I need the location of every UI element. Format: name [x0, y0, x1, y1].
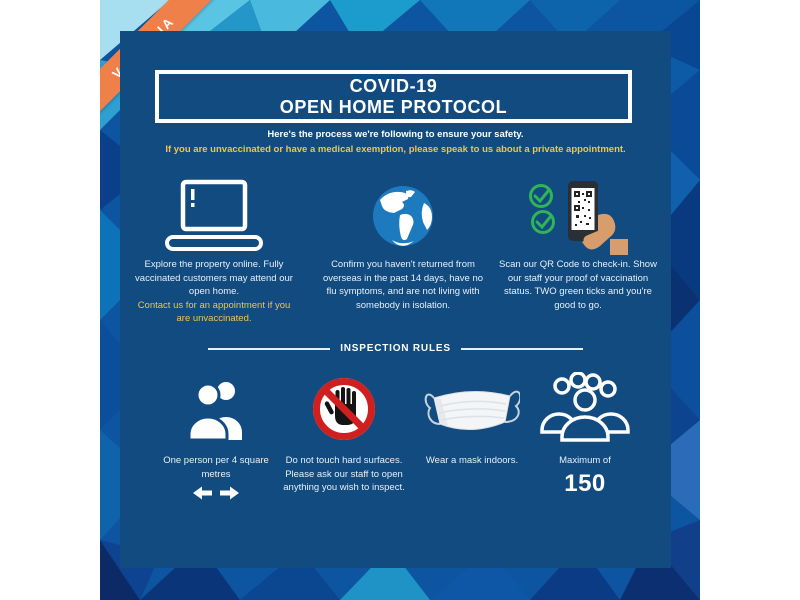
covid-protocol-poster — [100, 0, 700, 600]
step-explore-text: Explore the property online. Fully vaccinated customers may attend our open home. — [135, 259, 293, 297]
step-overseas-text: Confirm you haven't returned from overseas in the past 14 days, have no flu symptoms, and are not living with somebody in isolation. — [322, 259, 484, 311]
step-overseas — [319, 177, 487, 312]
rule-mask — [414, 372, 530, 468]
step-qr-text: Scan our QR Code to check-in. Show our staff your proof of vaccination status. TWO green ticks and you're good to go. — [499, 259, 657, 311]
rule-capacity-value: 150 — [564, 469, 606, 497]
step-explore-online — [130, 177, 298, 326]
divider-label: INSPECTION RULES — [340, 343, 451, 354]
face-mask-icon — [414, 372, 530, 442]
rule-capacity — [522, 372, 648, 498]
intro-exemption-line: If you are unvaccinated or have a medical exemption, please speak to us about a private appointment. — [165, 144, 626, 155]
rule-capacity-label: Maximum of — [559, 455, 611, 466]
title-line-2: OPEN HOME PROTOCOL — [279, 96, 508, 117]
rule-no-touch — [276, 372, 412, 495]
left-right-arrows-icon — [150, 486, 282, 505]
main-panel — [120, 31, 671, 568]
two-people-icon — [150, 372, 282, 442]
no-touch-hand-icon — [276, 372, 412, 442]
rule-density-text: One person per 4 square metres — [163, 455, 269, 480]
divider-line-left — [208, 348, 330, 350]
title-box — [155, 70, 632, 123]
title-line-1: COVID-19 — [349, 75, 438, 96]
qr-code-phone-icon — [494, 177, 662, 255]
divider-line-right — [461, 348, 583, 350]
step-qr-checkin — [494, 177, 662, 312]
rule-density — [150, 372, 282, 505]
step-explore-highlight: Contact us for an appointment if you are unvaccinated. — [137, 299, 291, 324]
crowd-icon — [522, 372, 648, 442]
intro-text — [160, 128, 631, 156]
rule-no-touch-text: Do not touch hard surfaces. Please ask our staff to open anything you wish to inspect. — [283, 455, 405, 493]
rule-mask-text: Wear a mask indoors. — [425, 455, 519, 466]
intro-safety-line: Here's the process we're following to ensure your safety. — [267, 129, 524, 140]
inspection-rules-divider — [120, 343, 671, 354]
globe-icon — [319, 177, 487, 255]
laptop-icon — [130, 177, 298, 255]
